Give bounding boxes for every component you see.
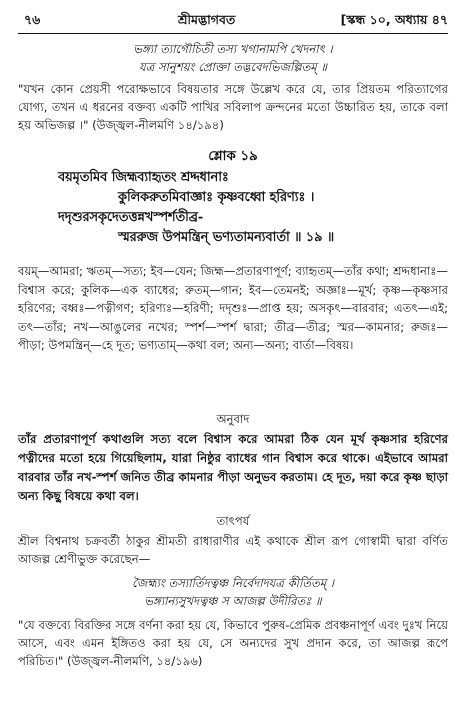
header-rule: [18, 33, 448, 34]
translation-heading: অনুবাদ: [216, 412, 250, 426]
purport-text: শ্রীল বিশ্বনাথ চক্রবর্তী ঠাকুর শ্রীমতী রাধারাণীর এই কথাকে শ্রীল রূপ গোস্বামী দ্বারা বর্ণিত আজল্প শ্রেণীভুক্ত করেছেন—: [18, 534, 448, 566]
quote-verse-1-line-1: ভঙ্গ্যা ত্যাগৌচিতী তস্য খগানামপি খেদনাৎ ।: [133, 42, 333, 56]
page-number: ৭৬: [24, 12, 41, 27]
quote-verse-2-line-1: জৈহ্ম্যং তস্যার্তিদত্বঞ্চ নির্বেদাদযত্র কীর্তিতম্ ।: [132, 576, 334, 590]
synonyms: বয়ম্—আমরা; ঋতম্—সত্য; ইব—যেন; জিহ্ম—প্রতারণাপূর্ণ; ব্যাহৃতম্—তাঁর কথা; শ্রদ্দধানাঃ—বিশ্বাস করে; কুলিক—এক ব্যাধের; রুতম্—গান; ইব—তেমনই; অজ্ঞাঃ—মূর্খ; কৃষ্ণ—কৃষ্ণসার হরিণের; বধ্বঃ—পত্নীগণ; হরিণ্যঃ—হরিণী; দদৃশুঃ—প্রাপ্ত হয়; অসকৃৎ—বারবার; এতৎ—এই; তৎ—তাঁর; নখ—আঙুলের নখের; স্পর্শ—স্পর্শ দ্বারা; তীব্র—তীব্র; স্মর—কামনার; রুজঃ—পীড়া; উপমন্ত্রিন্—হে দূত; ভণ্যতাম্—কথা বল; অন্য—অন্য; বার্তা—বিষয়।: [18, 264, 448, 352]
sloka-verse: [18, 168, 448, 248]
translation-text: তাঁর প্রতারণাপূর্ণ কথাগুলি সত্য বলে বিশ্বাস করে আমরা ঠিক যেন মূর্খ কৃষ্ণসার হরিণের পত্নীদের মতো হয়ে গিয়েছিলাম, যারা নিষ্ঠুর ব্যাধের গান বিশ্বাস করে থাকে। এইভাবে আমরা বারবার তাঁর নখ-স্পর্শ জনিত তীব্র কামনার পীড়া অনুভব করতাম। হে দূত, দয়া করে কৃষ্ণ ছাড়া অন্য কিছু বিষয়ে কথা বল।: [18, 432, 448, 503]
sloka-line-3: দদৃশুরসকৃদেতত্তন্নখস্পর্শতীব্র-: [58, 210, 204, 225]
quote-verse-2-line-2: ভঙ্গ্যান্যসুখদত্বঞ্চ স আজল্প উদীরিতঃ ॥: [144, 594, 322, 608]
page: [18, 0, 448, 715]
sloka-line-1: বয়মৃতমিব জিহ্মব্যাহৃতং শ্রদ্দধানাঃ: [58, 170, 229, 185]
section-label: [স্কন্ধ ১০, অধ্যায় ৪৭: [340, 12, 448, 27]
sloka-line-2: কুলিকরুতমিবাজ্ঞাঃ কৃষ্ণবধ্বো হরিণ্যঃ ।: [118, 190, 315, 205]
purport-heading: তাৎপর্য: [216, 514, 250, 528]
quote-verse-2: [18, 574, 448, 610]
quote-verse-1-line-2: যত্র সানুশয়ং প্রোক্তা তদ্ভবেদভিজল্পিতম্ ॥: [139, 60, 327, 74]
sloka-heading: শ্লোক ১৯: [208, 149, 258, 164]
paragraph-ajalpa: "যে বক্তব্যে বিরক্তির সঙ্গে বর্ণনা করা হয় যে, কিভাবে পুরুষ-প্রেমিক প্রবঞ্চনাপূর্ণ এবং দুঃখ নিয়ে আসে, এবং এমন ইঙ্গিতও করা হয় যে, সে অন্যদের সুখ প্রদান করে, তা আজল্প রূপে পরিচিত।" (উজ্জ্বল-নীলমণি, ১৪/১৯৬): [18, 618, 448, 668]
page-header: [18, 10, 448, 30]
paragraph-abhijalpa: "যখন কোন প্রেয়সী পরোক্ষভাবে বিষয়তার সঙ্গে উল্লেখ করে যে, তার প্রিয়তম পরিত্যাগের যোগ্য, তখন এ ধরনের বক্তব্য একটি পাখির সবিলাপ ক্রন্দনের মতো উচ্চারিত হয়, তাকে বলা হয় অভিজল্প ।" (উজ্জ্বল-নীলমণি ১৪/১৯৪): [18, 82, 448, 132]
sloka-line-4: স্মররুজ উপমন্ত্রিন্ ভণ্যতামন্যবার্তা ॥ ১৯ ॥: [118, 230, 335, 245]
quote-verse-1: [18, 40, 448, 76]
book-title: শ্রীমদ্ভাগবত: [178, 12, 236, 27]
